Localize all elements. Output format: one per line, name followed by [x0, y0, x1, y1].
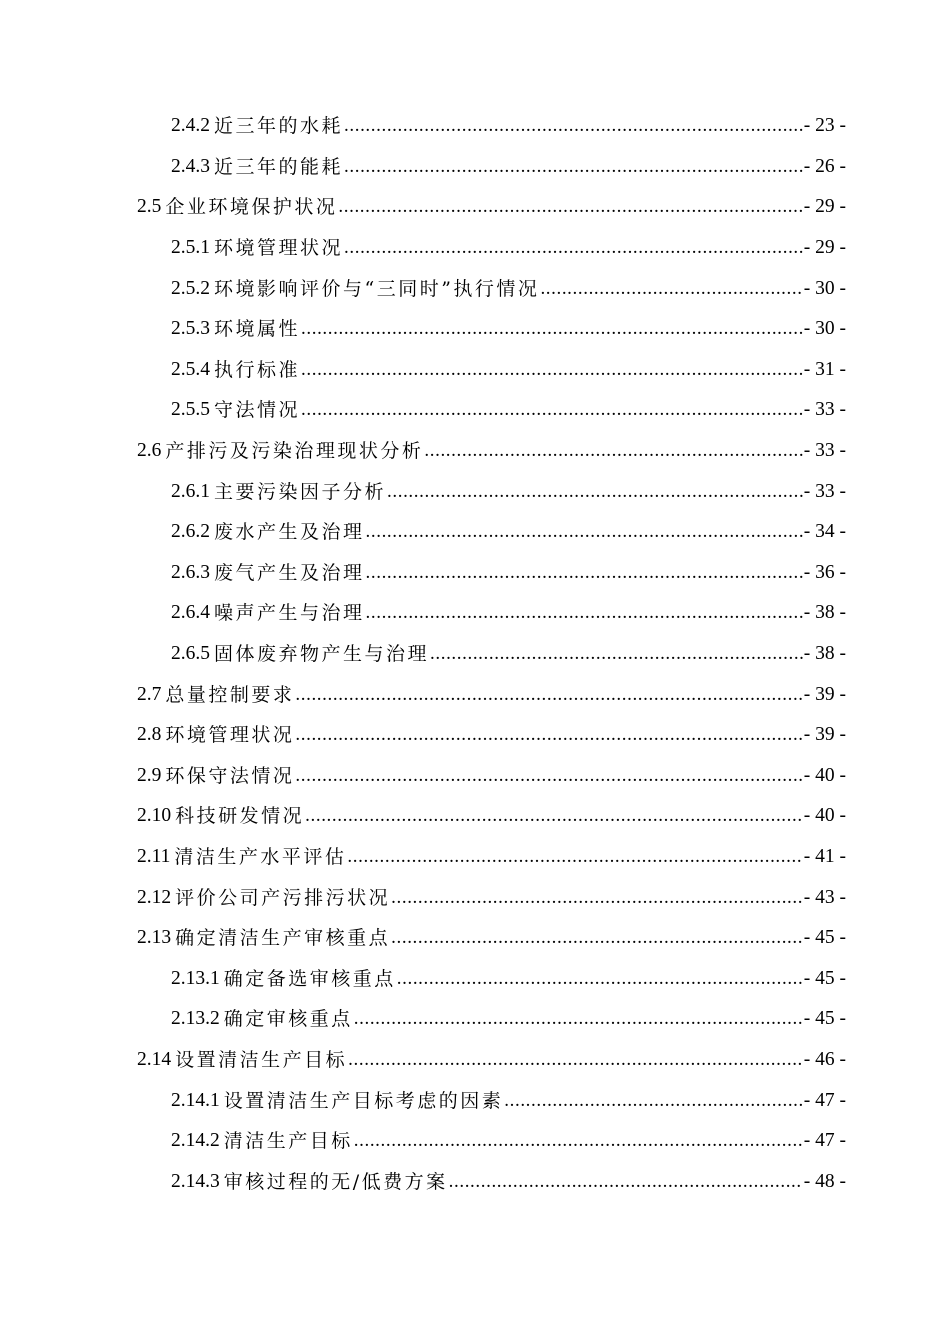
toc-dot-leader — [295, 723, 802, 747]
toc-entry-page: - 26 - — [803, 155, 846, 177]
toc-dot-leader — [301, 358, 803, 382]
toc-entry-title: 环保守法情况 — [165, 764, 295, 787]
toc-entry[interactable] — [0, 268, 950, 309]
toc-entry-number: 2.6.4 — [171, 602, 210, 624]
toc-entry-number: 2.14.2 — [171, 1130, 220, 1152]
toc-dot-leader — [301, 398, 803, 422]
toc-entry-page: - 40 - — [803, 764, 846, 786]
toc-entry-title: 执行标准 — [214, 358, 301, 381]
toc-entry[interactable] — [0, 1080, 950, 1121]
toc-entry-page: - 39 - — [803, 683, 846, 705]
toc-dot-leader — [449, 1170, 803, 1194]
toc-entry-title: 设置清洁生产目标考虑的因素 — [223, 1089, 504, 1112]
toc-entry-page: - 47 - — [803, 1130, 846, 1152]
toc-dot-leader — [354, 1129, 803, 1153]
toc-entry-page: - 39 - — [803, 724, 846, 746]
toc-entry[interactable] — [0, 147, 950, 188]
toc-entry-number: 2.4.3 — [171, 155, 210, 177]
toc-entry[interactable] — [0, 999, 950, 1040]
toc-entry-number: 2.12 — [137, 886, 172, 908]
toc-entry-page: - 48 - — [803, 1170, 846, 1192]
toc-entry-page: - 46 - — [803, 1048, 846, 1070]
toc-entry-page: - 43 - — [803, 886, 846, 908]
toc-dot-leader — [540, 277, 802, 301]
toc-entry-title: 废气产生及治理 — [214, 561, 365, 584]
toc-entry-title: 环境属性 — [214, 318, 301, 341]
toc-dot-leader — [295, 764, 802, 788]
toc-entry-page: - 45 - — [803, 967, 846, 989]
table-of-contents — [0, 106, 950, 1202]
toc-dot-leader — [366, 561, 803, 585]
toc-entry[interactable] — [0, 634, 950, 675]
toc-dot-leader — [387, 480, 803, 504]
toc-entry-number: 2.10 — [137, 805, 172, 827]
toc-entry-title: 评价公司产污排污状况 — [175, 886, 391, 909]
toc-entry-page: - 36 - — [803, 561, 846, 583]
toc-entry[interactable] — [0, 756, 950, 797]
toc-dot-leader — [348, 1048, 803, 1072]
toc-entry-number: 2.6.2 — [171, 521, 210, 543]
toc-entry[interactable] — [0, 350, 950, 391]
toc-entry-title: 守法情况 — [214, 399, 301, 422]
toc-entry-number: 2.5.5 — [171, 399, 210, 421]
toc-entry-title: 审核过程的无/低费方案 — [223, 1170, 448, 1193]
toc-entry-number: 2.13 — [137, 927, 172, 949]
toc-entry-title: 产排污及污染治理现状分析 — [165, 440, 424, 463]
toc-entry-title: 清洁生产水平评估 — [174, 845, 347, 868]
toc-entry-number: 2.14.1 — [171, 1089, 220, 1111]
toc-entry-number: 2.6 — [137, 440, 162, 462]
toc-entry-title: 固体废弃物产生与治理 — [214, 643, 430, 666]
toc-entry-number: 2.13.1 — [171, 967, 220, 989]
toc-dot-leader — [305, 804, 803, 828]
toc-entry-number: 2.5.1 — [171, 237, 210, 259]
toc-dot-leader — [344, 155, 803, 179]
toc-entry-number: 2.5.4 — [171, 358, 210, 380]
toc-entry-title: 总量控制要求 — [165, 683, 295, 706]
toc-entry-title: 近三年的能耗 — [214, 155, 344, 178]
toc-entry-number: 2.6.1 — [171, 480, 210, 502]
toc-entry-page: - 38 - — [803, 643, 846, 665]
toc-entry-number: 2.5 — [137, 196, 162, 218]
toc-dot-leader — [344, 236, 803, 260]
toc-entry-page: - 31 - — [803, 358, 846, 380]
toc-dot-leader — [338, 195, 802, 219]
toc-entry-number: 2.13.2 — [171, 1008, 220, 1030]
toc-entry-page: - 30 - — [803, 277, 846, 299]
toc-entry[interactable] — [0, 431, 950, 472]
toc-entry-title: 确定审核重点 — [223, 1008, 353, 1031]
toc-entry-number: 2.5.2 — [171, 277, 210, 299]
toc-entry-number: 2.6.3 — [171, 561, 210, 583]
toc-entry-title: 环境管理状况 — [165, 724, 295, 747]
toc-entry-title: 环境管理状况 — [214, 237, 344, 260]
toc-entry[interactable] — [0, 674, 950, 715]
toc-dot-leader — [504, 1089, 802, 1113]
toc-entry[interactable] — [0, 553, 950, 594]
toc-entry[interactable] — [0, 187, 950, 228]
toc-entry-title: 主要污染因子分析 — [214, 480, 387, 503]
toc-entry-number: 2.14.3 — [171, 1170, 220, 1192]
toc-entry[interactable] — [0, 837, 950, 878]
toc-entry-title: 科技研发情况 — [175, 805, 305, 828]
toc-entry-title: 确定清洁生产审核重点 — [175, 927, 391, 950]
toc-entry[interactable] — [0, 918, 950, 959]
toc-entry-page: - 45 - — [803, 1008, 846, 1030]
toc-entry[interactable] — [0, 715, 950, 756]
toc-dot-leader — [366, 601, 803, 625]
toc-entry-page: - 38 - — [803, 602, 846, 624]
toc-entry-title: 企业环境保护状况 — [165, 196, 338, 219]
toc-entry-title: 废水产生及治理 — [214, 521, 365, 544]
toc-entry[interactable] — [0, 309, 950, 350]
toc-entry-number: 2.14 — [137, 1048, 172, 1070]
toc-entry-page: - 34 - — [803, 521, 846, 543]
toc-entry-page: - 23 - — [803, 115, 846, 137]
toc-entry-number: 2.9 — [137, 764, 162, 786]
toc-dot-leader — [397, 967, 803, 991]
toc-entry[interactable] — [0, 512, 950, 553]
toc-entry-title: 环境影响评价与“三同时”执行情况 — [214, 277, 540, 300]
toc-entry-title: 确定备选审核重点 — [223, 967, 396, 990]
toc-entry-title: 设置清洁生产目标 — [175, 1048, 348, 1071]
toc-dot-leader — [391, 926, 803, 950]
toc-entry-title: 噪声产生与治理 — [214, 602, 365, 625]
toc-dot-leader — [391, 886, 803, 910]
toc-dot-leader — [347, 845, 802, 869]
toc-entry-page: - 47 - — [803, 1089, 846, 1111]
toc-dot-leader — [430, 642, 803, 666]
toc-entry[interactable] — [0, 593, 950, 634]
toc-entry-title: 近三年的水耗 — [214, 115, 344, 138]
toc-entry-title: 清洁生产目标 — [223, 1130, 353, 1153]
toc-entry[interactable] — [0, 1161, 950, 1202]
toc-entry-number: 2.4.2 — [171, 115, 210, 137]
toc-dot-leader — [301, 317, 803, 341]
toc-entry-page: - 29 - — [803, 237, 846, 259]
toc-entry[interactable] — [0, 796, 950, 837]
toc-entry-page: - 29 - — [803, 196, 846, 218]
toc-entry-page: - 45 - — [803, 927, 846, 949]
toc-entry[interactable] — [0, 390, 950, 431]
toc-entry[interactable] — [0, 1040, 950, 1081]
toc-entry-page: - 33 - — [803, 399, 846, 421]
toc-entry-page: - 40 - — [803, 805, 846, 827]
toc-entry[interactable] — [0, 877, 950, 918]
toc-entry-page: - 33 - — [803, 440, 846, 462]
toc-entry-number: 2.8 — [137, 724, 162, 746]
toc-dot-leader — [344, 114, 803, 138]
toc-entry-page: - 33 - — [803, 480, 846, 502]
toc-entry[interactable] — [0, 958, 950, 999]
toc-dot-leader — [295, 683, 802, 707]
toc-entry[interactable] — [0, 228, 950, 269]
toc-entry[interactable] — [0, 471, 950, 512]
toc-entry[interactable] — [0, 1121, 950, 1162]
toc-entry-number: 2.7 — [137, 683, 162, 705]
toc-entry-number: 2.11 — [137, 845, 171, 867]
toc-entry-page: - 41 - — [803, 845, 846, 867]
toc-entry-number: 2.6.5 — [171, 643, 210, 665]
toc-entry[interactable] — [0, 106, 950, 147]
toc-entry-number: 2.5.3 — [171, 318, 210, 340]
toc-dot-leader — [366, 520, 803, 544]
toc-entry-page: - 30 - — [803, 318, 846, 340]
toc-dot-leader — [424, 439, 802, 463]
toc-dot-leader — [354, 1007, 803, 1031]
